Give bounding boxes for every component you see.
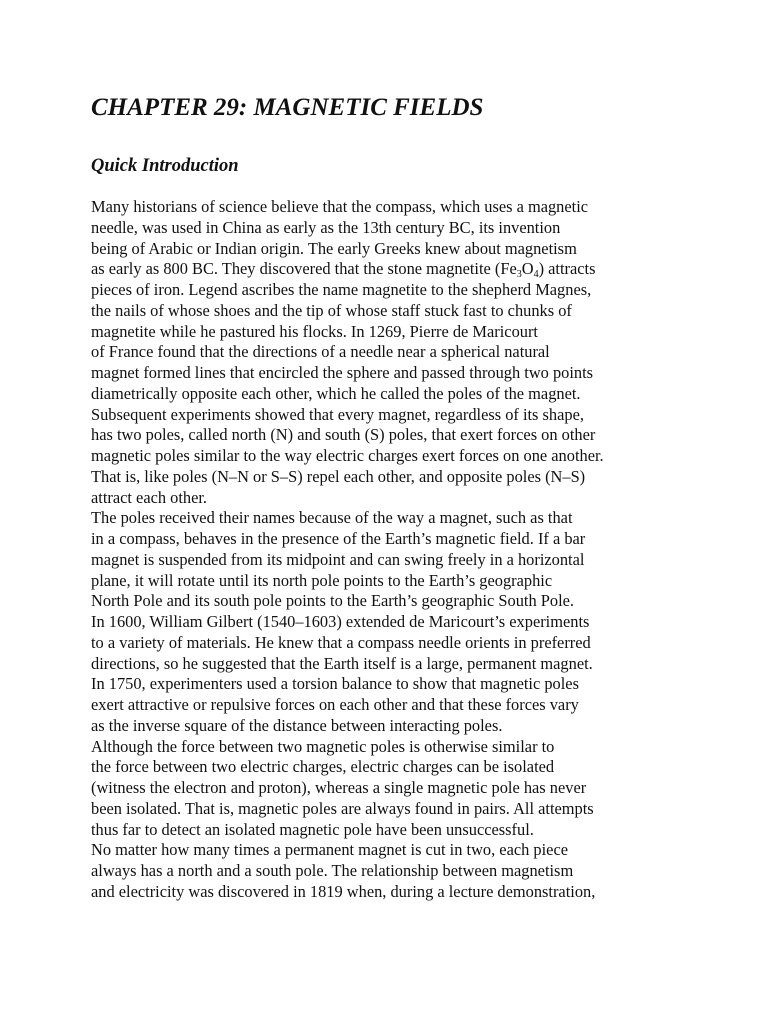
text-line: of France found that the directions of a needle near a spherical natural <box>91 342 550 362</box>
text-line: exert attractive or repulsive forces on each other and that these forces vary <box>91 695 579 714</box>
text-line: plane, it will rotate until its north pole points to the Earth’s geographic <box>91 570 553 590</box>
text-line: always has a north and a south pole. The relationship between magnetism <box>91 861 574 880</box>
text-line: Many historians of science believe that the compass, which uses a magnetic <box>91 197 589 216</box>
text-line: been isolated. That is, magnetic poles are always found in pairs. All attempts <box>91 798 594 818</box>
text-line: North Pole and its south pole points to the Earth’s geographic South Pole. <box>91 591 575 611</box>
text-line: The poles received their names because of the way a magnet, such as that <box>91 508 573 528</box>
text-line: pieces of iron. Legend ascribes the name magnetite to the shepherd Magnes, <box>91 280 592 299</box>
text-line: to a variety of materials. He knew that a compass needle orients in preferred <box>91 632 591 652</box>
text-line: Subsequent experiments showed that every magnet, regardless of its shape, <box>91 404 584 424</box>
text-line: magnetite while he pastured his flocks. In 1269, Pierre de Maricourt <box>91 321 538 341</box>
text-line: the nails of whose shoes and the tip of whose staff stuck fast to chunks of <box>91 300 572 320</box>
text-line: attract each other. <box>91 487 208 507</box>
text-line: magnet formed lines that encircled the sphere and passed through two points <box>91 363 594 382</box>
subscript-4: 4 <box>533 269 539 281</box>
subscript-3: 3 <box>516 269 522 281</box>
body-text <box>91 197 651 903</box>
text-line: magnet is suspended from its midpoint and can swing freely in a horizontal <box>91 549 585 569</box>
text-line: diametrically opposite each other, which he called the poles of the magnet. <box>91 383 581 403</box>
text-line: In 1750, experimenters used a torsion balance to show that magnetic poles <box>91 674 579 694</box>
formula-oxygen: O <box>521 259 534 279</box>
section-title: Quick Introduction <box>91 156 239 176</box>
text-line: That is, like poles (N–N or S–S) repel each other, and opposite poles (N–S) <box>91 466 586 486</box>
text-line: (witness the electron and proton), whereas a single magnetic pole has never <box>91 778 587 797</box>
text-line: in a compass, behaves in the presence of the Earth’s magnetic field. If a bar <box>91 529 586 548</box>
text-line: being of Arabic or Indian origin. The early Greeks knew about magnetism <box>91 238 577 258</box>
text-line: thus far to detect an isolated magnetic pole have been unsuccessful. <box>91 819 534 839</box>
text-line: magnetic poles similar to the way electric charges exert forces on one another. <box>91 446 604 465</box>
chapter-title: CHAPTER 29: MAGNETIC FIELDS <box>91 94 484 121</box>
text-line: directions, so he suggested that the Earth itself is a large, permanent magnet. <box>91 653 593 673</box>
text-line: and electricity was discovered in 1819 when, during a lecture demonstration, <box>91 881 596 901</box>
text-line: In 1600, William Gilbert (1540–1603) extended de Maricourt’s experiments <box>91 612 590 631</box>
text-line: needle, was used in China as early as the 13th century BC, its invention <box>91 217 561 237</box>
text-line: as the inverse square of the distance between interacting poles. <box>91 715 503 735</box>
text-line: Although the force between two magnetic poles is otherwise similar to <box>91 736 555 756</box>
text-fragment: as early as 800 BC. They discovered that the stone magnetite (Fe <box>91 259 517 279</box>
text-line: the force between two electric charges, electric charges can be isolated <box>91 757 555 777</box>
text-fragment: ) attracts <box>538 259 596 279</box>
text-line: has two poles, called north (N) and south (S) poles, that exert forces on other <box>91 425 596 445</box>
text-line: No matter how many times a permanent magnet is cut in two, each piece <box>91 840 568 860</box>
text-line-formula <box>91 259 651 280</box>
